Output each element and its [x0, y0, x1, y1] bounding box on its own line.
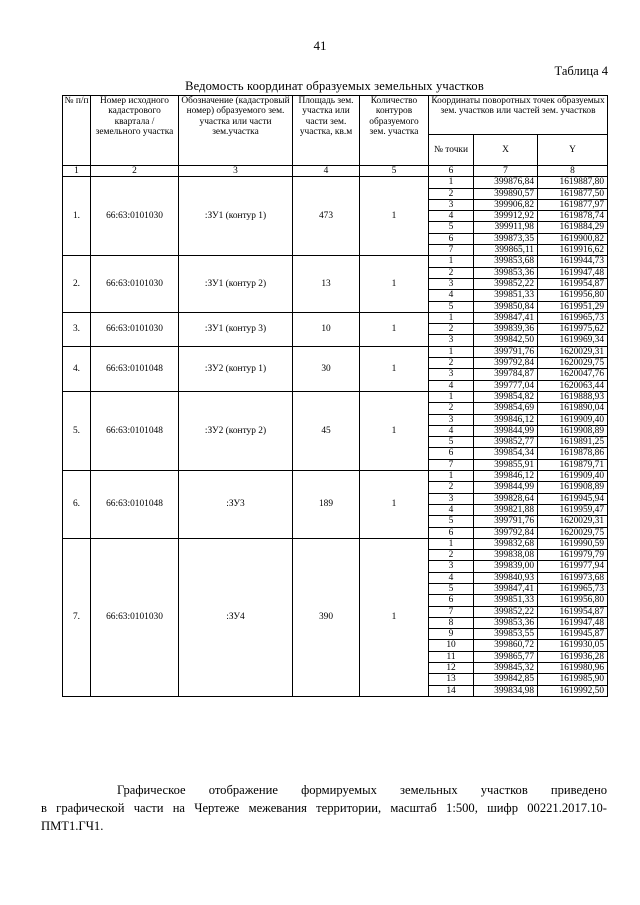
point-x: 399855,91	[474, 459, 538, 470]
coordinates-table	[62, 95, 608, 697]
footer-line-2: в графической части на Чертеже межевания территории, масштаб 1:500, шифр 00221.2017.10-ПМТ1.ГЧ1.	[41, 801, 607, 833]
table-row	[63, 391, 608, 402]
point-y: 1619969,34	[538, 335, 608, 346]
header-point-number: № точки	[429, 135, 474, 166]
point-x: 399832,68	[474, 538, 538, 549]
point-y: 1620029,31	[538, 346, 608, 357]
parcel-area: 10	[293, 312, 360, 346]
point-number: 1	[429, 471, 474, 482]
point-number: 2	[429, 358, 474, 369]
point-x: 399876,84	[474, 177, 538, 188]
point-x: 399853,36	[474, 267, 538, 278]
parcel-designation: :ЗУ1 (контур 2)	[179, 256, 293, 312]
point-y: 1620029,31	[538, 516, 608, 527]
point-y: 1619975,62	[538, 324, 608, 335]
point-y: 1619908,89	[538, 425, 608, 436]
point-number: 7	[429, 606, 474, 617]
point-number: 5	[429, 222, 474, 233]
point-x: 399873,35	[474, 233, 538, 244]
colnum-3: 3	[179, 166, 293, 177]
point-y: 1619979,79	[538, 550, 608, 561]
point-y: 1619951,29	[538, 301, 608, 312]
point-y: 1619877,97	[538, 199, 608, 210]
point-x: 399846,12	[474, 414, 538, 425]
point-y: 1619879,71	[538, 459, 608, 470]
point-y: 1619936,28	[538, 651, 608, 662]
point-y: 1620029,75	[538, 527, 608, 538]
point-x: 399828,64	[474, 493, 538, 504]
point-y: 1619992,50	[538, 685, 608, 696]
point-y: 1619959,47	[538, 504, 608, 515]
point-y: 1620063,44	[538, 380, 608, 391]
table-row	[63, 177, 608, 188]
parcel-designation: :ЗУ4	[179, 538, 293, 696]
header-contours: Количество контуров образуемого зем. участка	[360, 96, 429, 166]
table-label: Таблица 4	[554, 64, 608, 78]
footer-line-1: Графическое отображение формируемых земельных участков приведено	[117, 783, 607, 797]
point-y: 1619900,82	[538, 233, 608, 244]
parcel-quarter: 66:63:0101048	[91, 471, 179, 539]
point-number: 4	[429, 504, 474, 515]
point-x: 399791,76	[474, 346, 538, 357]
point-number: 3	[429, 561, 474, 572]
parcel-quarter: 66:63:0101030	[91, 256, 179, 312]
point-x: 399852,22	[474, 606, 538, 617]
point-y: 1619878,86	[538, 448, 608, 459]
point-x: 399847,41	[474, 312, 538, 323]
table-row	[63, 346, 608, 357]
point-x: 399865,77	[474, 651, 538, 662]
point-x: 399840,93	[474, 572, 538, 583]
header-x: X	[474, 135, 538, 166]
point-x: 399838,08	[474, 550, 538, 561]
parcel-contours: 1	[360, 177, 429, 256]
point-y: 1619965,73	[538, 312, 608, 323]
point-y: 1619947,48	[538, 617, 608, 628]
point-number: 3	[429, 335, 474, 346]
parcel-contours: 1	[360, 312, 429, 346]
point-x: 399821,88	[474, 504, 538, 515]
point-number: 3	[429, 199, 474, 210]
point-y: 1619909,40	[538, 471, 608, 482]
point-number: 2	[429, 403, 474, 414]
table-body	[63, 177, 608, 697]
parcel-contours: 1	[360, 471, 429, 539]
point-number: 1	[429, 538, 474, 549]
parcel-area: 45	[293, 391, 360, 470]
parcel-quarter: 66:63:0101048	[91, 346, 179, 391]
point-y: 1619916,62	[538, 245, 608, 256]
point-number: 3	[429, 369, 474, 380]
point-x: 399890,57	[474, 188, 538, 199]
point-y: 1619877,50	[538, 188, 608, 199]
parcel-designation: :ЗУ2 (контур 2)	[179, 391, 293, 470]
point-x: 399839,00	[474, 561, 538, 572]
point-number: 9	[429, 629, 474, 640]
colnum-2: 2	[91, 166, 179, 177]
parcel-number: 4.	[63, 346, 91, 391]
colnum-4: 4	[293, 166, 360, 177]
point-y: 1619888,93	[538, 391, 608, 402]
table-row	[63, 538, 608, 549]
point-x: 399791,76	[474, 516, 538, 527]
parcel-area: 189	[293, 471, 360, 539]
point-x: 399839,36	[474, 324, 538, 335]
parcel-number: 6.	[63, 471, 91, 539]
point-number: 1	[429, 391, 474, 402]
point-x: 399854,34	[474, 448, 538, 459]
point-number: 3	[429, 278, 474, 289]
point-y: 1619954,87	[538, 278, 608, 289]
point-number: 1	[429, 256, 474, 267]
point-x: 399844,99	[474, 425, 538, 436]
point-number: 1	[429, 177, 474, 188]
point-x: 399850,84	[474, 301, 538, 312]
point-y: 1619985,90	[538, 674, 608, 685]
point-number: 6	[429, 527, 474, 538]
point-x: 399854,82	[474, 391, 538, 402]
parcel-area: 30	[293, 346, 360, 391]
header-source-quarter: Номер исходного кадастрового квартала / земельного участка	[91, 96, 179, 166]
parcel-quarter: 66:63:0101030	[91, 312, 179, 346]
point-x: 399777,04	[474, 380, 538, 391]
point-x: 399844,99	[474, 482, 538, 493]
point-y: 1619890,04	[538, 403, 608, 414]
colnum-6: 6	[429, 166, 474, 177]
point-x: 399853,68	[474, 256, 538, 267]
point-x: 399834,98	[474, 685, 538, 696]
parcel-designation: :ЗУ2 (контур 1)	[179, 346, 293, 391]
point-number: 5	[429, 301, 474, 312]
parcel-designation: :ЗУ1 (контур 1)	[179, 177, 293, 256]
point-number: 3	[429, 414, 474, 425]
point-y: 1619965,73	[538, 583, 608, 594]
parcel-quarter: 66:63:0101048	[91, 391, 179, 470]
parcel-number: 1.	[63, 177, 91, 256]
point-number: 2	[429, 324, 474, 335]
point-number: 4	[429, 290, 474, 301]
point-x: 399851,33	[474, 290, 538, 301]
point-y: 1620029,75	[538, 358, 608, 369]
parcel-number: 7.	[63, 538, 91, 696]
header-coordinates-group: Координаты поворотных точек образуемых зем. участков или частей зем. участков	[429, 96, 608, 135]
point-x: 399842,85	[474, 674, 538, 685]
point-y: 1619944,73	[538, 256, 608, 267]
point-number: 2	[429, 482, 474, 493]
colnum-1: 1	[63, 166, 91, 177]
parcel-contours: 1	[360, 391, 429, 470]
point-number: 1	[429, 312, 474, 323]
point-x: 399792,84	[474, 358, 538, 369]
header-designation: Обозначение (кадастровый номер) образуемого зем. участка или части зем.участка	[179, 96, 293, 166]
colnum-8: 8	[538, 166, 608, 177]
colnum-5: 5	[360, 166, 429, 177]
point-x: 399865,11	[474, 245, 538, 256]
point-y: 1619973,68	[538, 572, 608, 583]
point-x: 399860,72	[474, 640, 538, 651]
point-number: 1	[429, 346, 474, 357]
point-y: 1619945,94	[538, 493, 608, 504]
point-number: 7	[429, 459, 474, 470]
parcel-area: 473	[293, 177, 360, 256]
table-row	[63, 256, 608, 267]
point-number: 14	[429, 685, 474, 696]
parcel-number: 2.	[63, 256, 91, 312]
point-number: 2	[429, 188, 474, 199]
point-number: 4	[429, 425, 474, 436]
point-y: 1619954,87	[538, 606, 608, 617]
header-area: Площадь зем. участка или части зем. участка, кв.м	[293, 96, 360, 166]
point-x: 399784,87	[474, 369, 538, 380]
page-number: 41	[313, 38, 327, 53]
point-x: 399847,41	[474, 583, 538, 594]
point-x: 399852,22	[474, 278, 538, 289]
point-x: 399845,32	[474, 663, 538, 674]
point-x: 399792,84	[474, 527, 538, 538]
point-y: 1619887,80	[538, 177, 608, 188]
header-y: Y	[538, 135, 608, 166]
point-number: 3	[429, 493, 474, 504]
point-y: 1619884,29	[538, 222, 608, 233]
point-y: 1619956,80	[538, 595, 608, 606]
point-number: 12	[429, 663, 474, 674]
point-x: 399911,98	[474, 222, 538, 233]
point-number: 10	[429, 640, 474, 651]
point-number: 8	[429, 617, 474, 628]
parcel-contours: 1	[360, 538, 429, 696]
point-y: 1619908,89	[538, 482, 608, 493]
point-y: 1619878,74	[538, 211, 608, 222]
colnum-7: 7	[474, 166, 538, 177]
parcel-contours: 1	[360, 346, 429, 391]
parcel-number: 5.	[63, 391, 91, 470]
table-row	[63, 312, 608, 323]
point-y: 1619945,87	[538, 629, 608, 640]
point-y: 1619930,05	[538, 640, 608, 651]
parcel-designation: :ЗУ1 (контур 3)	[179, 312, 293, 346]
point-number: 6	[429, 595, 474, 606]
point-number: 5	[429, 516, 474, 527]
point-number: 2	[429, 550, 474, 561]
point-number: 5	[429, 437, 474, 448]
point-y: 1619977,94	[538, 561, 608, 572]
point-x: 399912,92	[474, 211, 538, 222]
parcel-contours: 1	[360, 256, 429, 312]
point-number: 6	[429, 448, 474, 459]
point-x: 399853,36	[474, 617, 538, 628]
point-number: 7	[429, 245, 474, 256]
point-x: 399854,69	[474, 403, 538, 414]
parcel-area: 390	[293, 538, 360, 696]
point-number: 11	[429, 651, 474, 662]
parcel-number: 3.	[63, 312, 91, 346]
parcel-area: 13	[293, 256, 360, 312]
point-y: 1619909,40	[538, 414, 608, 425]
point-number: 13	[429, 674, 474, 685]
point-x: 399852,77	[474, 437, 538, 448]
point-number: 5	[429, 583, 474, 594]
point-x: 399846,12	[474, 471, 538, 482]
parcel-quarter: 66:63:0101030	[91, 538, 179, 696]
table-row	[63, 471, 608, 482]
point-y: 1619980,96	[538, 663, 608, 674]
point-number: 2	[429, 267, 474, 278]
point-y: 1619891,25	[538, 437, 608, 448]
point-y: 1619947,48	[538, 267, 608, 278]
point-x: 399906,82	[474, 199, 538, 210]
point-x: 399842,50	[474, 335, 538, 346]
point-x: 399853,55	[474, 629, 538, 640]
point-x: 399851,33	[474, 595, 538, 606]
point-y: 1620047,76	[538, 369, 608, 380]
header-row-number: № п/п	[63, 96, 91, 166]
footer-paragraph	[41, 781, 607, 835]
table-caption: Ведомость координат образуемых земельных участков	[185, 79, 484, 93]
point-number: 4	[429, 380, 474, 391]
point-number: 4	[429, 211, 474, 222]
point-y: 1619990,59	[538, 538, 608, 549]
point-y: 1619956,80	[538, 290, 608, 301]
parcel-designation: :ЗУ3	[179, 471, 293, 539]
point-number: 6	[429, 233, 474, 244]
parcel-quarter: 66:63:0101030	[91, 177, 179, 256]
point-number: 4	[429, 572, 474, 583]
